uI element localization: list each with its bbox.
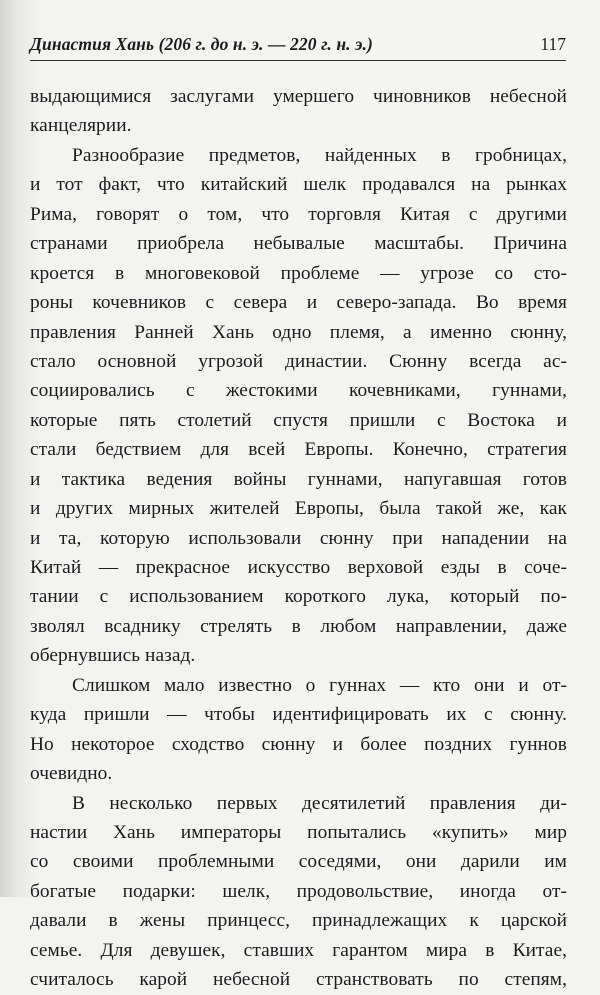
text-line: Рима, говорят о том, что торговля Китая с другими bbox=[30, 203, 567, 225]
text-line: куда пришли — чтобы идентифицировать их с сюнну. bbox=[30, 704, 567, 726]
body-text bbox=[30, 82, 567, 995]
text-line: кроется в многовековой проблеме — угрозе со сто- bbox=[30, 262, 567, 284]
text-line: богатые подарки: шелк, продовольствие, иногда от- bbox=[30, 880, 567, 902]
text-line: социировались с жестокими кочевниками, гуннами, bbox=[30, 380, 567, 402]
text-line: выдающимися заслугами умершего чиновников небесной bbox=[30, 86, 567, 107]
text-line: тании с использованием короткого лука, который по- bbox=[30, 586, 567, 608]
text-line: со своими проблемными соседями, они дарили им bbox=[30, 851, 567, 873]
text-line: роны кочевников с севера и северо-запада. Во время bbox=[30, 292, 567, 314]
text-line: стало основной угрозой династии. Сюнну всегда ас- bbox=[30, 350, 567, 372]
text-line: странами приобрела небывалые масштабы. Причина bbox=[30, 233, 567, 255]
text-line: и тактика ведения войны гуннами, напугавшая готов bbox=[30, 468, 567, 490]
text-line: Китай — прекрасное искусство верховой езды в соче- bbox=[30, 557, 567, 578]
text-line: и тот факт, что китайский шелк продавался на рынках bbox=[30, 174, 567, 196]
text-line: которые пять столетий спустя пришли с Востока и bbox=[30, 409, 567, 431]
text-line: зволял всаднику стрелять в любом направлении, даже bbox=[30, 615, 567, 637]
text-line: канцелярии. bbox=[30, 115, 132, 137]
text-line: стали бедствием для всей Европы. Конечно, стратегия bbox=[30, 439, 567, 461]
text-line: семье. Для девушек, ставших гарантом мира в Китае, bbox=[30, 939, 567, 961]
text-line: Но некоторое сходство сюнну и более поздних гуннов bbox=[30, 733, 567, 755]
page-number: 117 bbox=[540, 34, 566, 54]
running-title: Династия Хань (206 г. до н. э. — 220 г. н. э.) bbox=[30, 34, 373, 54]
running-header bbox=[30, 32, 566, 61]
text-line: правления Ранней Хань одно племя, а именно сюнну, bbox=[30, 321, 567, 343]
text-line: Слишком мало известно о гуннах — кто они и от- bbox=[72, 674, 567, 696]
text-line: давали в жены принцесс, принадлежащих к царской bbox=[30, 910, 567, 932]
text-line: считалось карой небесной странствовать по степям, bbox=[30, 969, 567, 991]
text-line: обернувшись назад. bbox=[30, 645, 196, 667]
text-line: и та, которую использовали сюнну при нападении на bbox=[30, 527, 567, 549]
text-line: очевидно. bbox=[30, 763, 113, 785]
text-line: В несколько первых десятилетий правления ди- bbox=[72, 792, 567, 814]
text-line: и других мирных жителей Европы, была такой же, как bbox=[30, 498, 567, 520]
text-line: настии Хань императоры попытались «купить» мир bbox=[30, 821, 567, 843]
text-line: Разнообразие предметов, найденных в гробницах, bbox=[72, 144, 567, 166]
